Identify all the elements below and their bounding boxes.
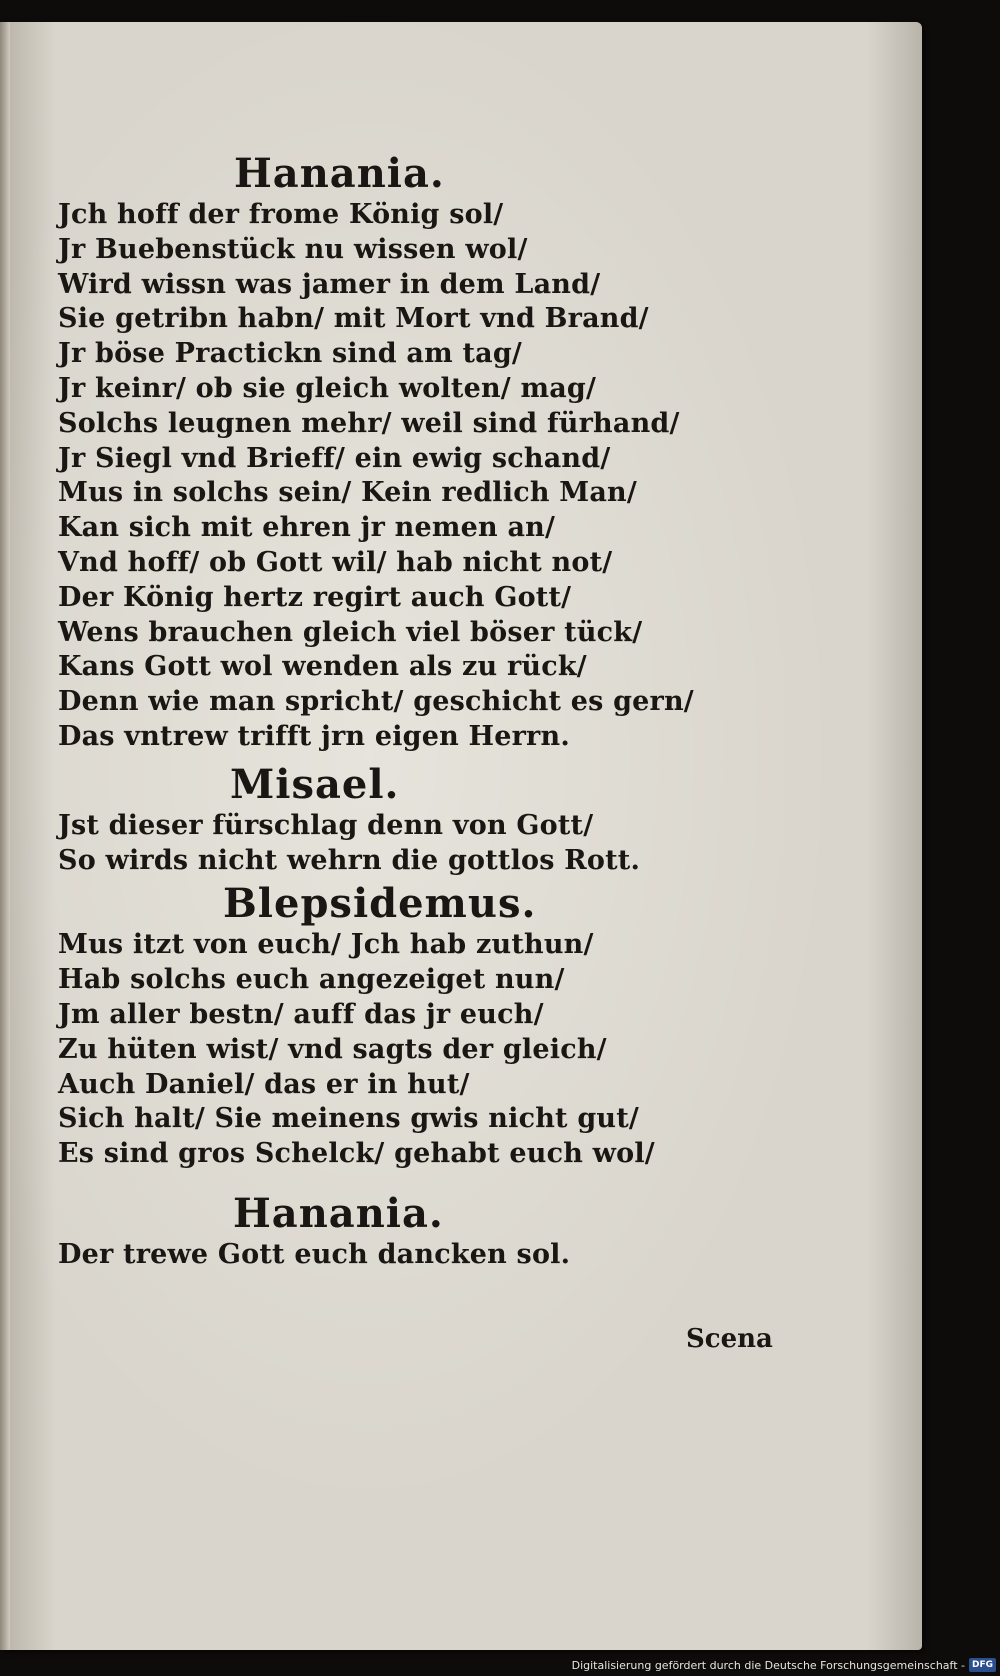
- verse-line: Der König hertz regirt auch Gott/: [58, 581, 572, 613]
- verse-line: Kan sich mit ehren jr nemen an/: [58, 512, 556, 544]
- book-page: [0, 22, 922, 1650]
- verse-line: Solchs leugnen mehr/ weil sind fürhand/: [58, 407, 680, 439]
- verse-line: Mus in solchs sein/ Kein redlich Man/: [58, 477, 637, 509]
- dfg-logo: DFG: [969, 1658, 996, 1672]
- verse-line: Sich halt/ Sie meinens gwis nicht gut/: [58, 1103, 639, 1135]
- verse-line: Jst dieser fürschlag denn von Gott/: [58, 809, 594, 841]
- verse-line: Jch hoff der frome König sol/: [58, 199, 504, 230]
- speaker-heading-hanania: Hanania.: [233, 1189, 444, 1237]
- speaker-heading-misael: Misael.: [230, 760, 400, 808]
- verse-line: Zu hüten wist/ vnd sagts der gleich/: [58, 1033, 607, 1065]
- verse-line: Wird wissn was jamer in dem Land/: [58, 268, 601, 300]
- verse-line: Hab solchs euch angezeiget nun/: [58, 964, 565, 996]
- verse-line: Jm aller bestn/ auff das jr euch/: [58, 998, 544, 1030]
- verse-line: Vnd hoff/ ob Gott wil/ hab nicht not/: [58, 546, 613, 578]
- verse-line: Jr Buebenstück nu wissen wol/: [58, 233, 528, 265]
- verse-line: Wens brauchen gleich viel böser tück/: [58, 616, 643, 648]
- verse-line: Mus itzt von euch/ Jch hab zuthun/: [58, 929, 594, 961]
- funding-credit-text: Digitalisierung gefördert durch die Deutsche Forschungsgemeinschaft -: [571, 1658, 965, 1672]
- verse-line: Sie getribn habn/ mit Mort vnd Brand/: [58, 303, 649, 335]
- verse-line: Jr Siegl vnd Brieff/ ein ewig schand/: [58, 442, 611, 474]
- verse-line: Kans Gott wol wenden als zu rück/: [58, 651, 587, 683]
- verse-line: Der trewe Gott euch dancken sol.: [58, 1238, 571, 1270]
- verse-text-block: [58, 150, 758, 1273]
- verse-line: So wirds nicht wehrn die gottlos Rott.: [58, 844, 641, 876]
- verse-line: Jr böse Practickn sind am tag/: [58, 338, 522, 370]
- speaker-heading-blepsidemus: Blepsidemus.: [223, 880, 537, 928]
- verse-line: Das vntrew trifft jrn eigen Herrn.: [58, 720, 570, 752]
- page-gutter-edge: [0, 22, 10, 1650]
- verse-line: Denn wie man spricht/ geschicht es gern/: [58, 686, 694, 718]
- speaker-heading-hanania: Hanania.: [234, 150, 445, 197]
- verse-line: Es sind gros Schelck/ gehabt euch wol/: [58, 1138, 655, 1170]
- verse-line: Jr keinr/ ob sie gleich wolten/ mag/: [58, 372, 597, 404]
- verse-line: Auch Daniel/ das er in hut/: [58, 1068, 470, 1100]
- catchword: Scena: [686, 1324, 773, 1354]
- digitization-credit: [572, 1657, 996, 1673]
